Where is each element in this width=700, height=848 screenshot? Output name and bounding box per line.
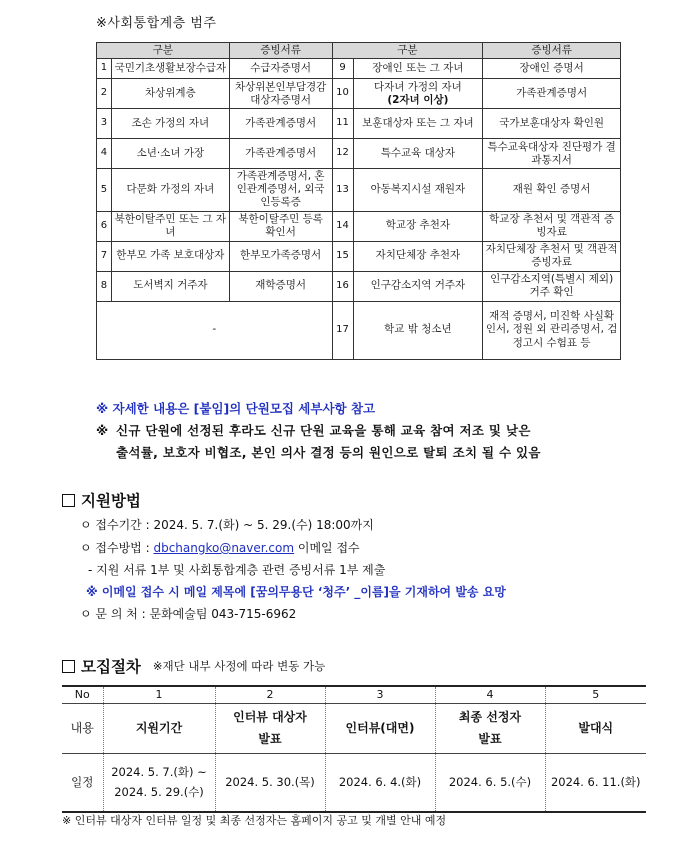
procedure-no: 2 [215,686,325,704]
required-document: 특수교육대상자 진단평가 결과통지서 [483,139,621,169]
required-document: 가족관계증명서 [229,139,332,169]
header-docs-right: 증빙서류 [483,43,621,59]
row-number: 14 [332,211,353,241]
category-row [97,109,621,139]
apply-contact: ㅇ 문 의 처 : 문화예술팀 043-715-6962 [80,607,297,621]
procedure-row-numbers [62,686,646,704]
category-row [97,211,621,241]
procedure-content: 인터뷰(대면) [325,704,435,754]
category-name-text: 아동복지시설 재원자 [370,183,466,196]
procedure-date: 2024. 6. 11.(화) [545,754,646,812]
procedure-row-dates [62,754,646,812]
row-number: 15 [332,241,353,271]
category-name: 조손 가정의 자녀 [111,109,229,139]
required-document: 가족관계증명서, 혼인관계증명서, 외국인등록증 [229,169,332,211]
procedure-no: 4 [435,686,545,704]
category-name: 다문화 가정의 자녀 [111,169,229,211]
row-number: 16 [332,271,353,301]
required-document: 국가보훈대상자 확인원 [483,109,621,139]
empty-cell: - [97,301,333,359]
apply-docs: - 지원 서류 1부 및 사회통합계층 관련 증빙서류 1부 제출 [88,563,386,577]
category-name [353,211,483,241]
category-name [353,79,483,109]
header-docs-left: 증빙서류 [229,43,332,59]
note-detail-text: ※ 자세한 내용은 [붙임]의 단원모집 세부사항 참고 [96,401,376,416]
row-number: 5 [97,169,112,211]
apply-method-suffix: 이메일 접수 [294,541,360,555]
row-number: 9 [332,59,353,79]
required-document: 재학증명서 [229,271,332,301]
note-withdrawal-line2: 출석률, 보호자 비협조, 본인 의사 결정 등의 원인으로 탈퇴 조치 될 수 있음 [116,445,541,460]
category-name: 학교 밖 청소년 [353,301,483,359]
row-number: 4 [97,139,112,169]
category-table [96,42,621,360]
category-row [97,241,621,271]
note-withdrawal [96,420,641,464]
note-withdrawal-line1: 신규 단원에 선정된 후라도 신규 단원 교육을 통해 교육 참여 저조 및 낮은 [116,423,531,438]
category-name [353,241,483,271]
required-document: 가족관계증명서 [483,79,621,109]
category-row [97,79,621,109]
category-row [97,169,621,211]
apply-method [80,539,360,556]
procedure-heading [62,655,325,677]
procedure-content: 발대식 [545,704,646,754]
row-number: 3 [97,109,112,139]
category-name: 차상위계층 [111,79,229,109]
category-name-text: 보훈대상자 또는 그 자녀 [362,117,474,130]
row-number: 17 [332,301,353,359]
note-withdrawal-mark: ※ [96,423,109,438]
category-name-text: 특수교육 대상자 [380,147,456,160]
apply-email-note-text: ※ 이메일 접수 시 메일 제목에 [꿈의무용단 ‘청주’ _이름]을 기재하여 발송 요망 [86,585,506,599]
procedure-no-label: No [62,686,103,704]
procedure-date: 2024. 6. 4.(화) [325,754,435,812]
square-bullet-icon [62,494,75,507]
required-document: 재적 증명서, 미진학 사실확인서, 정원 외 관리증명서, 검정고시 수험표 등 [483,301,621,359]
procedure-table [62,685,646,813]
procedure-date: 2024. 5. 7.(화) ~ 2024. 5. 29.(수) [103,754,215,812]
row-number: 2 [97,79,112,109]
procedure-content: 지원기간 [103,704,215,754]
procedure-content: 인터뷰 대상자 발표 [215,704,325,754]
required-document: 가족관계증명서 [229,109,332,139]
required-document: 학교장 추천서 및 객관적 증빙자료 [483,211,621,241]
procedure-no: 3 [325,686,435,704]
category-row [97,301,621,359]
category-name: 북한이탈주민 또는 그 자녀 [111,211,229,241]
required-document: 인구감소지역(특별시 제외) 거주 확인 [483,271,621,301]
apply-method-prefix: ㅇ 접수방법 : [80,541,154,555]
required-document: 북한이탈주민 등록 확인서 [229,211,332,241]
category-name [353,271,483,301]
category-name [353,109,483,139]
header-category-right: 구분 [332,43,483,59]
category-table-header [97,43,621,59]
procedure-heading-text: 모집절차 [81,658,141,676]
category-name [353,59,483,79]
row-number: 11 [332,109,353,139]
category-name [353,169,483,211]
row-number: 13 [332,169,353,211]
category-name: 도서벽지 거주자 [111,271,229,301]
required-document: 한부모가족증명서 [229,241,332,271]
required-document: 차상위본인부담경감대상자증명서 [229,79,332,109]
apply-heading [62,489,141,511]
row-number: 7 [97,241,112,271]
row-number: 1 [97,59,112,79]
category-name-text: 장애인 또는 그 자녀 [372,62,464,75]
category-name-text: 다자녀 가정의 자녀 [373,80,462,93]
section-title: ※사회통합계층 범주 [96,16,217,31]
category-row [97,271,621,301]
note-detail [96,399,641,417]
procedure-subnote: ※재단 내부 사정에 따라 변동 가능 [152,659,326,673]
required-document: 자치단체장 추천서 및 객관적 증빙자료 [483,241,621,271]
apply-email-note [86,583,506,600]
required-document: 재원 확인 증명서 [483,169,621,211]
category-name: 국민기초생활보장수급자 [111,59,229,79]
procedure-no: 5 [545,686,646,704]
procedure-content-label: 내용 [62,704,103,754]
required-document: 장애인 증명서 [483,59,621,79]
row-number: 12 [332,139,353,169]
procedure-row-contents [62,704,646,754]
category-name-text: 학교장 추천자 [385,219,450,232]
category-row [97,139,621,169]
category-name: 한부모 가족 보호대상자 [111,241,229,271]
category-name-text: 인구감소지역 거주자 [370,279,466,292]
procedure-no: 1 [103,686,215,704]
category-name [353,139,483,169]
procedure-date: 2024. 6. 5.(수) [435,754,545,812]
procedure-content: 최종 선정자 발표 [435,704,545,754]
header-category-left: 구분 [97,43,230,59]
row-number: 10 [332,79,353,109]
category-name: 소년·소녀 가장 [111,139,229,169]
required-document: 수급자증명서 [229,59,332,79]
row-number: 8 [97,271,112,301]
row-number: 6 [97,211,112,241]
category-row [97,59,621,79]
procedure-date-label: 일정 [62,754,103,812]
apply-period: ㅇ 접수기간 : 2024. 5. 7.(화) ~ 5. 29.(수) 18:00까지 [80,518,374,532]
apply-heading-text: 지원방법 [81,492,141,510]
category-name-sub: (2자녀 이상) [387,93,449,106]
apply-email-link[interactable]: dbchangko@naver.com [153,541,295,555]
square-bullet-icon [62,660,75,673]
procedure-date: 2024. 5. 30.(목) [215,754,325,812]
procedure-footnote: ※ 인터뷰 대상자 인터뷰 일정 및 최종 선정자는 홈페이지 공고 및 개별 안내 예정 [62,814,447,827]
category-name-text: 자치단체장 추천자 [375,249,461,262]
